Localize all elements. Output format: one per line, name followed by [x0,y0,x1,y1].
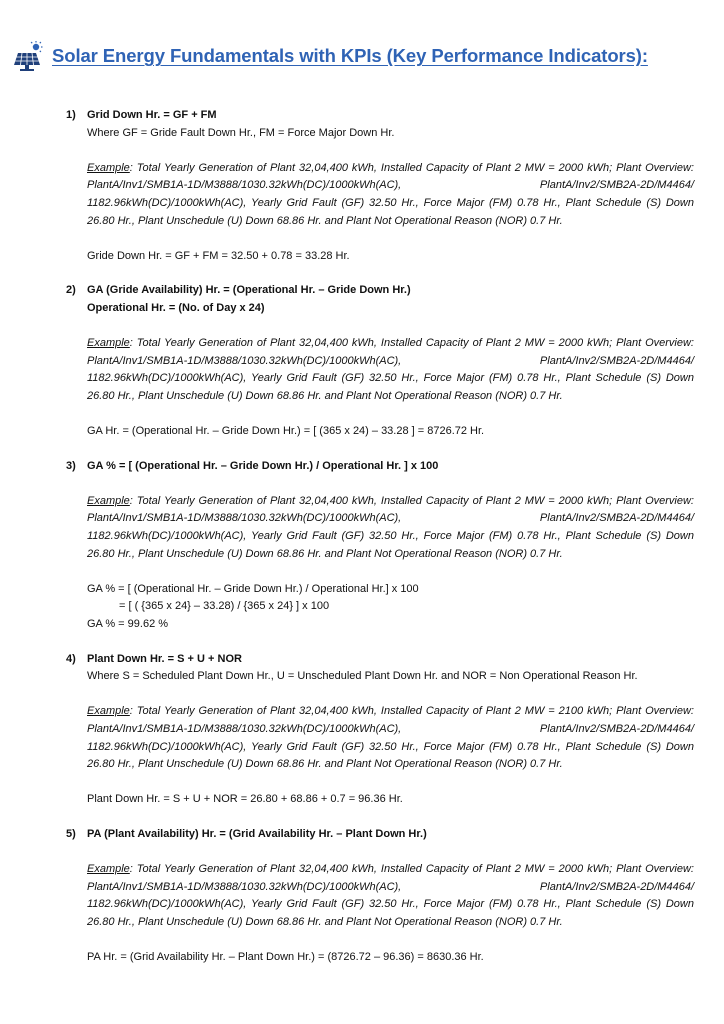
calculation-result: GA % = 99.62 % [87,618,169,631]
calculation-result: Gride Down Hr. = GF + FM = 32.50 + 0.78 = 33.28 Hr. [87,249,350,262]
calculation-line: = [ ( {365 x 24} – 33.28) / {365 x 24} ] x 100 [119,600,330,613]
example-label: Example [87,161,130,174]
section-number: 5) [66,827,76,840]
section-heading: PA (Plant Availability) Hr. = (Grid Availability Hr. – Plant Down Hr.) [87,827,427,840]
example-label: Example [87,705,130,718]
example-text: : Total Yearly Generation of Plant 32,04,400 kWh, Installed Capacity of Plant 2 MW = 2000 kWh; Plant Overview: PlantA/Inv1/SMB1A-1D/M3888/1030.32kWh(DC)/1000kWh(AC), PlantA/Inv2/SMB2A-2D/M4464/ 1182.96kWh(DC)/1000kWh(AC), Yearly Grid Fault (GF) 32.50 Hr., Force Major (FM) 0.78 Hr., Plant Schedule (S) Down 26.80 Hr., Plant Unschedule (U) Down 68.86 Hr. and Plant Not Operational Reason (NOR) 0.7 Hr. [87,494,694,560]
kpi-section-grid-availability-percent [66,458,694,634]
example-paragraph [87,335,694,405]
kpi-section-plant-down [66,651,694,809]
example-label: Example [87,494,130,507]
section-number: 3) [66,459,76,472]
section-number: 4) [66,652,76,665]
kpi-section-grid-down [66,107,694,265]
document-title: Solar Energy Fundamentals with KPIs (Key Performance Indicators): [52,45,648,66]
example-paragraph [87,703,694,773]
kpi-section-grid-availability-hours [66,282,694,440]
calculation-line: GA % = [ (Operational Hr. – Gride Down Hr.) / Operational Hr.] x 100 [87,582,419,595]
definition-text: Where S = Scheduled Plant Down Hr., U = Unscheduled Plant Down Hr. and NOR = Non Operational Reason Hr. [87,670,638,683]
calculation-result: Plant Down Hr. = S + U + NOR = 26.80 + 68.86 + 0.7 = 96.36 Hr. [87,793,403,806]
kpi-section-plant-availability [66,826,694,967]
definition-text: Where GF = Gride Fault Down Hr., FM = Force Major Down Hr. [87,126,395,139]
section-heading: Plant Down Hr. = S + U + NOR [87,652,242,665]
section-number: 2) [66,284,76,297]
section-number: 1) [66,109,76,121]
example-text: : Total Yearly Generation of Plant 32,04,400 kWh, Installed Capacity of Plant 2 MW = 2000 kWh; Plant Overview: PlantA/Inv1/SMB1A-1D/M3888/1030.32kWh(DC)/1000kWh(AC), PlantA/Inv2/SMB2A-2D/M4464/ 1182.96kWh(DC)/1000kWh(AC), Yearly Grid Fault (GF) 32.50 Hr., Force Major (FM) 0.78 Hr., Plant Schedule (S) Down 26.80 Hr., Plant Unschedule (U) Down 68.86 Hr. and Plant Not Operational Reason (NOR) 0.7 Hr. [87,161,694,227]
example-text: : Total Yearly Generation of Plant 32,04,400 kWh, Installed Capacity of Plant 2 MW = 2000 kWh; Plant Overview: PlantA/Inv1/SMB1A-1D/M3888/1030.32kWh(DC)/1000kWh(AC), PlantA/Inv2/SMB2A-2D/M4464/ 1182.96kWh(DC)/1000kWh(AC), Yearly Grid Fault (GF) 32.50 Hr., Force Major (FM) 0.78 Hr., Plant Schedule (S) Down 26.80 Hr., Plant Unschedule (U) Down 68.86 Hr. and Plant Not Operational Reason (NOR) 0.7 Hr. [87,337,694,402]
solar-panel-icon [14,40,46,72]
example-paragraph [87,861,694,931]
example-text: : Total Yearly Generation of Plant 32,04,400 kWh, Installed Capacity of Plant 2 MW = 2000 kWh; Plant Overview: PlantA/Inv1/SMB1A-1D/M3888/1030.32kWh(DC)/1000kWh(AC), PlantA/Inv2/SMB2A-2D/M4464/ 1182.96kWh(DC)/1000kWh(AC), Yearly Grid Fault (GF) 32.50 Hr., Force Major (FM) 0.78 Hr., Plant Schedule (S) Down 26.80 Hr., Plant Unschedule (U) Down 68.86 Hr. and Plant Not Operational Reason (NOR) 0.7 Hr. [87,863,694,928]
section-heading: GA (Gride Availability) Hr. = (Operational Hr. – Gride Down Hr.) [87,284,411,297]
example-text: : Total Yearly Generation of Plant 32,04,400 kWh, Installed Capacity of Plant 2 MW = 2100 kWh; Plant Overview: PlantA/Inv1/SMB1A-1D/M3888/1030.32kWh(DC)/1000kWh(AC), PlantA/Inv2/SMB2A-2D/M4464/ 1182.96kWh(DC)/1000kWh(AC), Yearly Grid Fault (GF) 32.50 Hr., Force Major (FM) 0.78 Hr., Plant Schedule (S) Down 26.80 Hr., Plant Unschedule (U) Down 68.86 Hr. and Plant Not Operational Reason (NOR) 0.7 Hr. [87,705,694,771]
section-heading: GA % = [ (Operational Hr. – Gride Down Hr.) / Operational Hr. ] x 100 [87,459,439,472]
example-paragraph [87,493,694,563]
example-label: Example [87,337,130,350]
document-header [14,40,648,72]
section-subheading: Operational Hr. = (No. of Day x 24) [87,301,265,314]
calculation-result: GA Hr. = (Operational Hr. – Gride Down Hr.) = [ (365 x 24) – 33.28 ] = 8726.72 Hr. [87,425,485,438]
example-label: Example [87,863,130,876]
section-heading: Grid Down Hr. = GF + FM [87,109,217,121]
document-body [66,107,694,984]
calculation-result: PA Hr. = (Grid Availability Hr. – Plant Down Hr.) = (8726.72 – 96.36) = 8630.36 Hr. [87,951,484,964]
example-paragraph [87,160,694,230]
